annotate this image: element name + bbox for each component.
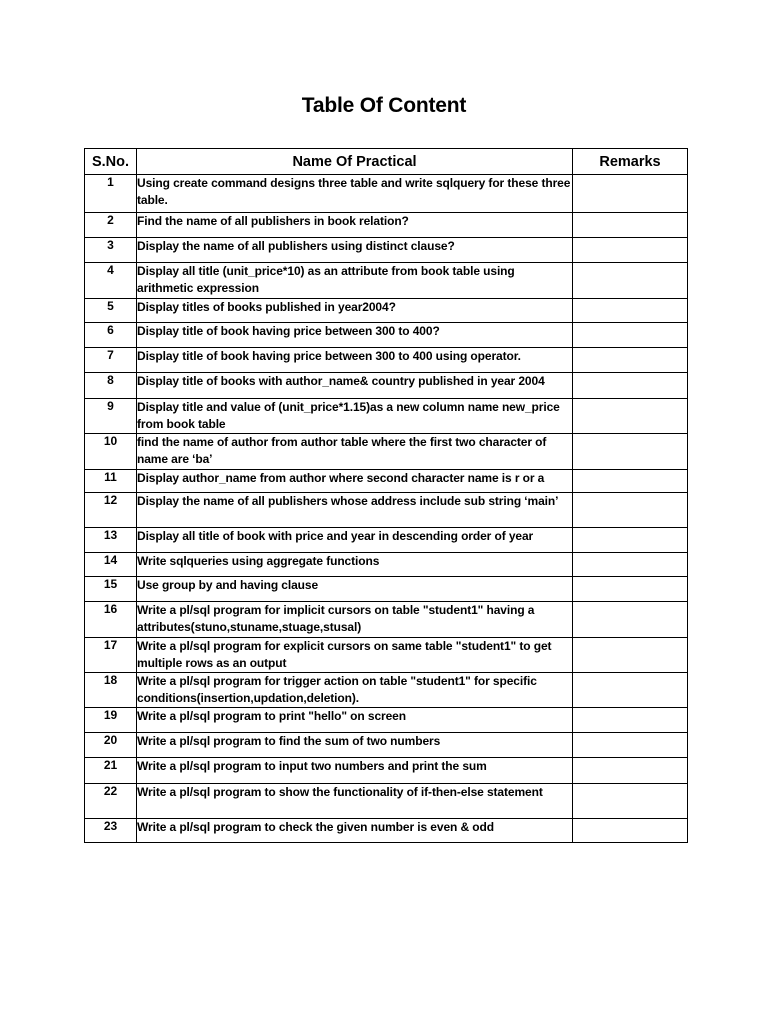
table-row [85,708,688,733]
row-remarks [573,323,688,348]
table-row [85,528,688,553]
table-row [85,323,688,348]
row-remarks [573,758,688,784]
row-sno: 22 [85,784,137,819]
row-remarks [573,784,688,819]
row-remarks [573,213,688,238]
table-row [85,784,688,819]
row-practical-name: Display author_name from author where second character name is r or a [137,470,573,493]
row-practical-name: Display title of books with author_name& country published in year 2004 [137,373,573,399]
row-sno: 23 [85,819,137,843]
row-sno: 5 [85,299,137,323]
table-row [85,602,688,638]
table-row [85,348,688,373]
column-header-name: Name Of Practical [137,149,573,175]
table-row [85,373,688,399]
row-practical-name: Write a pl/sql program to show the functionality of if-then-else statement [137,784,573,819]
row-practical-name: Write a pl/sql program for trigger action on table "student1" for specific conditions(insertion,updation,deletion). [137,673,573,708]
row-sno: 19 [85,708,137,733]
table-row [85,238,688,263]
row-remarks [573,263,688,299]
row-practical-name: Write a pl/sql program for explicit cursors on same table "student1" to get multiple rows as an output [137,638,573,673]
table-row [85,399,688,434]
row-remarks [573,470,688,493]
row-remarks [573,238,688,263]
table-of-contents [84,148,688,843]
row-practical-name: Write a pl/sql program to check the given number is even & odd [137,819,573,843]
row-practical-name: Find the name of all publishers in book relation? [137,213,573,238]
row-practical-name: Display all title (unit_price*10) as an attribute from book table using arithmetic expression [137,263,573,299]
row-sno: 2 [85,213,137,238]
row-remarks [573,638,688,673]
table-row [85,299,688,323]
row-practical-name: find the name of author from author table where the first two character of name are ‘ba’ [137,434,573,470]
row-sno: 1 [85,175,137,213]
row-sno: 9 [85,399,137,434]
table-row [85,434,688,470]
row-remarks [573,299,688,323]
row-practical-name: Display the name of all publishers whose address include sub string ‘main’ [137,493,573,528]
row-sno: 21 [85,758,137,784]
table-row [85,638,688,673]
row-remarks [573,175,688,213]
row-practical-name: Display title and value of (unit_price*1.15)as a new column name new_price from book table [137,399,573,434]
row-remarks [573,602,688,638]
table-row [85,175,688,213]
row-remarks [573,399,688,434]
page-title: Table Of Content [301,94,467,117]
row-remarks [573,577,688,602]
row-practical-name: Write a pl/sql program to input two numbers and print the sum [137,758,573,784]
row-sno: 20 [85,733,137,758]
table-body [85,175,688,843]
row-practical-name: Write sqlqueries using aggregate functions [137,553,573,577]
row-sno: 13 [85,528,137,553]
row-sno: 4 [85,263,137,299]
row-sno: 8 [85,373,137,399]
header-row [85,149,688,175]
row-practical-name: Write a pl/sql program for implicit cursors on table "student1" having a attributes(stuno,stuname,stuage,stusal) [137,602,573,638]
table-row [85,819,688,843]
row-sno: 17 [85,638,137,673]
row-sno: 10 [85,434,137,470]
table-row [85,577,688,602]
row-remarks [573,673,688,708]
table-row [85,470,688,493]
row-sno: 15 [85,577,137,602]
row-practical-name: Display all title of book with price and year in descending order of year [137,528,573,553]
table-row [85,553,688,577]
table-row [85,673,688,708]
row-remarks [573,348,688,373]
row-sno: 6 [85,323,137,348]
column-header-sno: S.No. [85,149,137,175]
row-practical-name: Using create command designs three table and write sqlquery for these three table. [137,175,573,213]
row-practical-name: Write a pl/sql program to print "hello" on screen [137,708,573,733]
row-remarks [573,553,688,577]
table-row [85,493,688,528]
row-remarks [573,819,688,843]
row-practical-name: Write a pl/sql program to find the sum of two numbers [137,733,573,758]
table-row [85,213,688,238]
row-remarks [573,493,688,528]
row-practical-name: Display titles of books published in year2004? [137,299,573,323]
row-practical-name: Display title of book having price between 300 to 400? [137,323,573,348]
row-sno: 11 [85,470,137,493]
table-row [85,263,688,299]
row-remarks [573,708,688,733]
row-remarks [573,434,688,470]
row-practical-name: Use group by and having clause [137,577,573,602]
table-row [85,758,688,784]
row-remarks [573,373,688,399]
row-sno: 18 [85,673,137,708]
row-practical-name: Display title of book having price between 300 to 400 using operator. [137,348,573,373]
row-remarks [573,528,688,553]
row-sno: 3 [85,238,137,263]
table-row [85,733,688,758]
column-header-remarks: Remarks [573,149,688,175]
row-sno: 7 [85,348,137,373]
row-practical-name: Display the name of all publishers using distinct clause? [137,238,573,263]
row-remarks [573,733,688,758]
row-sno: 16 [85,602,137,638]
row-sno: 12 [85,493,137,528]
row-sno: 14 [85,553,137,577]
